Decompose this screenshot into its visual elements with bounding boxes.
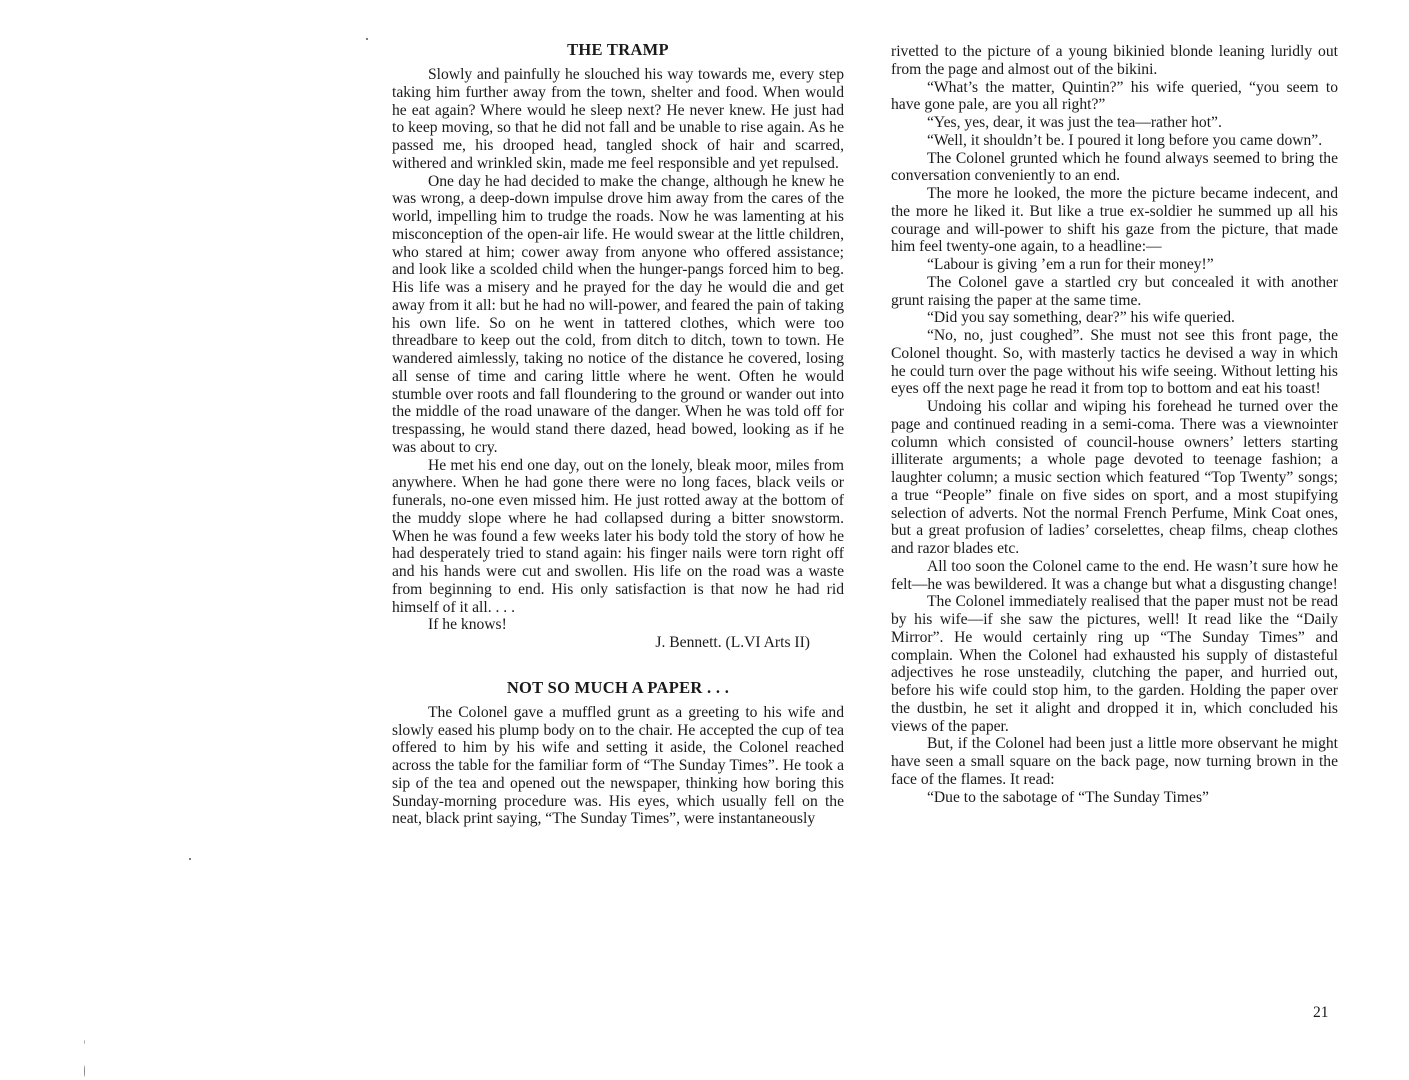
- page-number: 21: [1313, 1004, 1329, 1021]
- paper-paragraph-r11: All too soon the Colonel came to the end. He wasn’t sure how he felt—he was bewildered. It was a change but what a disgusting change!: [891, 557, 1338, 593]
- paper-continuation: rivetted to the picture of a young bikinied blonde leaning luridly out from the page and almost out of the bikini.: [891, 43, 1338, 78]
- paper-paragraph-r1: “What’s the matter, Quintin?” his wife queried, “you seem to have gone pale, are you all right?”: [891, 78, 1338, 114]
- paper-paragraph-r2: “Yes, yes, dear, it was just the tea—rather hot”.: [927, 114, 1222, 131]
- paper-paragraph-r8: “Did you say something, dear?” his wife queried.: [927, 309, 1235, 327]
- tramp-paragraph-2: One day he had decided to make the change, although he knew he was wrong, a deep-down impulse drove him away from the cares of the world, impelling him to trudge the roads. Now he was lamenting at his misconception of the open-air life. He would swear at the little children, who stared at him; cower away from anyone who offered assistance; and look like a scolded child when the hunger-pangs forced him to beg. His life was a misery and he prayed for the day he would die and get away from it all: but he had no will-power, and feared the pain of taking his own life. So on he went in tattered clothes, which were too threadbare to keep out the cold, from ditch to ditch, town to town. He wandered aimlessly, taking no notice of the distance he covered, losing all sense of time and caring little where he went. Often he would stumble over roots and fall floundering to the ground or wander out into the middle of the road unaware of the danger. When he was told off for trespassing, he would stand there dazed, head bowed, looking as if he was about to cry.: [392, 172, 844, 456]
- scan-speck: [84, 1065, 85, 1077]
- paper-paragraph-r14: “Due to the sabotage of “The Sunday Times”: [927, 788, 1209, 806]
- right-column: [891, 43, 1338, 806]
- tramp-paragraph-1: Slowly and painfully he slouched his way towards me, every step taking him further away from the town, shelter and food. When would he eat again? Where would he sleep next? He never knew. He just had to keep moving, so that he did not fall and be unable to rise again. As he passed me, his drooped head, tangled shock of hair and scarred, withered and wrinkled skin, made me feel responsible and yet repulsed.: [392, 66, 844, 172]
- article-title-tramp: THE TRAMP: [567, 40, 669, 59]
- tramp-paragraph-3: He met his end one day, out on the lonely, bleak moor, miles from anywhere. When he had gone there were no long faces, black veils or funerals, no-one even missed him. He just rotted away at the bottom of the muddy slope where he had collapsed during a bitter snowstorm. When he was found a few weeks later his body told the story of how he had desperately tried to stand again: his finger nails were torn right off and his hands were cut and swollen. His life on the road was a waste from beginning to end. His only satisfaction is that now he had rid himself of it all. . . .: [392, 456, 844, 616]
- scan-speck: [189, 858, 191, 860]
- scan-speck: [84, 1040, 85, 1044]
- paper-paragraph-r7: The Colonel gave a startled cry but concealed it with another grunt raising the paper at the same time.: [891, 273, 1338, 309]
- scan-speck: [366, 38, 368, 40]
- paper-paragraph-r10: Undoing his collar and wiping his forehead he turned over the page and continued reading in a semi-coma. There was a viewnointer column which consisted of council-house owners’ letters starting illiterate arguments; a whole page devoted to teenage fashion; a laughter column; a music section which featured “Top Twenty” songs; a true “People” finale on five sides on sport, and a most stupifying selection of adverts. Not the normal French Perfume, Mink Coat ones, but a great profusion of ladies’ corselettes, cheap films, cheap clothes and razor blades etc.: [891, 398, 1338, 557]
- paper-paragraph-r12: The Colonel immediately realised that the paper must not be read by his wife—if she saw the pictures, well! It read like the “Daily Mirror”. He would certainly ring up “The Sunday Times” and complain. When the Colonel had exhausted his supply of distasteful adjectives he rose unsteadily, clutching the paper, and hurried out, before his wife could stop him, to the garden. Holding the paper over the dustbin, he set it alight and dropped it in, which concluded his views of the paper.: [891, 593, 1338, 735]
- tramp-byline: J. Bennett. (L.VI Arts II): [655, 634, 810, 651]
- paper-paragraph-r6: “Labour is giving ’em a run for their money!”: [927, 256, 1214, 273]
- article-title-paper: NOT SO MUCH A PAPER . . .: [506, 677, 730, 697]
- paper-paragraph-r13: But, if the Colonel had been just a little more observant he might have seen a small square on the back page, now turning brown in the face of the flames. It read:: [891, 735, 1338, 788]
- paper-paragraph-r4: The Colonel grunted which he found always seemed to bring the conversation conveniently to an end.: [891, 149, 1338, 185]
- tramp-paragraph-4: If he knows!: [428, 616, 507, 634]
- paper-paragraph-r9: “No, no, just coughed”. She must not see this front page, the Colonel thought. So, with masterly tactics he devised a way in which he could turn over the page without his wife seeing. Without letting his eyes off the next page he read it from top to bottom and eat his toast!: [891, 327, 1338, 398]
- paper-paragraph-r3: “Well, it shouldn’t be. I poured it long before you came down”.: [927, 131, 1323, 149]
- paper-paragraph-1: The Colonel gave a muffled grunt as a greeting to his wife and slowly eased his plump body on to the chair. He accepted the cup of tea offered to him by his wife and setting it aside, the Colonel reached across the table for the familiar form of “The Sunday Times”. He took a sip of the tea and opened out the newspaper, thinking how boring this Sunday-morning procedure was. His eyes, which usually fell on the neat, black print saying, “The Sunday Times”, were instantaneously: [392, 703, 844, 828]
- paper-paragraph-r5: The more he looked, the more the picture became indecent, and the more he liked it. But like a true ex-soldier he summed up all his courage and will-power to shift his gaze from the picture, that made him feel twenty-one again, to a headline:—: [891, 185, 1338, 256]
- left-column: [392, 40, 844, 828]
